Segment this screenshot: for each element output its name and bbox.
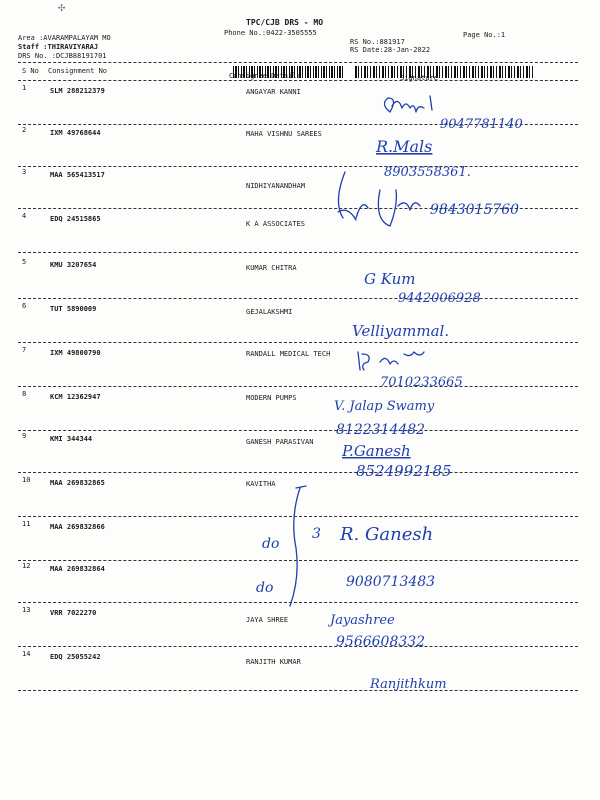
row-consignment-no: SLM 288212379 bbox=[50, 87, 105, 95]
col-header-consignment: Consignment No bbox=[48, 67, 108, 75]
phone-number: Phone No.:0422-3505555 bbox=[224, 29, 317, 37]
svg-text:Velliyammal.: Velliyammal. bbox=[352, 322, 450, 340]
col-header-consignee: Consignee Details bbox=[229, 72, 301, 80]
row-consignment-no: EDQ 24515865 bbox=[50, 215, 101, 223]
header-divider-top bbox=[18, 62, 578, 63]
row-sno: 5 bbox=[22, 258, 27, 266]
row-divider bbox=[18, 690, 578, 691]
svg-text:9047781140: 9047781140 bbox=[440, 117, 523, 132]
svg-text:V. Jalap Swamy: V. Jalap Swamy bbox=[334, 399, 435, 414]
staff-value: THIRAVIYARAJ bbox=[47, 43, 99, 51]
svg-text:8903558361.: 8903558361. bbox=[384, 165, 471, 180]
row-divider bbox=[18, 342, 578, 343]
row-consignee-name: RANDALL MEDICAL TECH bbox=[246, 350, 331, 358]
rs-number: RS No.:881917 bbox=[350, 38, 405, 46]
row-divider bbox=[18, 386, 578, 387]
drs-no-label: DRS No. : bbox=[18, 52, 56, 60]
drs-no-value: DCJB88191701 bbox=[55, 52, 107, 60]
row-consignment-no: KCM 12362947 bbox=[50, 393, 101, 401]
page-number: Page No.:1 bbox=[463, 31, 506, 39]
header-divider-bottom bbox=[18, 80, 578, 81]
svg-text:3: 3 bbox=[312, 526, 321, 542]
row-sno: 1 bbox=[22, 84, 27, 92]
row-divider bbox=[18, 560, 578, 561]
document-title: TPC/CJB DRS - MO bbox=[246, 18, 324, 27]
row-consignment-no: IXM 49768644 bbox=[50, 129, 101, 137]
svg-text:do: do bbox=[262, 536, 280, 552]
row-divider bbox=[18, 646, 578, 647]
row-sno: 11 bbox=[22, 520, 31, 528]
col-header-signature: Signature bbox=[400, 74, 438, 82]
row-sno: 7 bbox=[22, 346, 27, 354]
row-divider bbox=[18, 472, 578, 473]
area-label: Area : bbox=[18, 34, 44, 42]
row-consignee-name: KAVITHA bbox=[246, 480, 276, 488]
area-value: AVARAMPALAYAM MO bbox=[43, 34, 111, 42]
row-consignee-name: K A ASSOCIATES bbox=[246, 220, 306, 228]
svg-text:9566608332: 9566608332 bbox=[336, 634, 426, 650]
row-consignment-no: KMU 3207654 bbox=[50, 261, 97, 269]
row-divider bbox=[18, 208, 578, 209]
row-sno: 12 bbox=[22, 562, 31, 570]
drs-no-line bbox=[18, 52, 107, 60]
row-consignee-name: GEJALAKSHMI bbox=[246, 308, 293, 316]
row-consignment-no: KMI 344344 bbox=[50, 435, 93, 443]
svg-text:8122314482: 8122314482 bbox=[336, 422, 426, 438]
row-consignee-name: NIDHIYANANDHAM bbox=[246, 182, 306, 190]
row-consignment-no: MAA 269832866 bbox=[50, 523, 105, 531]
row-consignee-name: RANJITH KUMAR bbox=[246, 658, 301, 666]
svg-text:7010233665: 7010233665 bbox=[380, 375, 463, 390]
row-sno: 14 bbox=[22, 650, 31, 658]
svg-text:R.Mals: R.Mals bbox=[376, 137, 433, 156]
row-consignee-name: KUMAR CHITRA bbox=[246, 264, 297, 272]
row-divider bbox=[18, 430, 578, 431]
barcode-right bbox=[355, 66, 535, 78]
row-consignment-no: MAA 565413517 bbox=[50, 171, 105, 179]
svg-text:8524992185: 8524992185 bbox=[356, 462, 452, 480]
row-sno: 6 bbox=[22, 302, 27, 310]
row-divider bbox=[18, 516, 578, 517]
row-consignment-no: EDQ 25055242 bbox=[50, 653, 101, 661]
svg-text:R. Ganesh: R. Ganesh bbox=[340, 524, 434, 545]
row-consignment-no: VRR 7022270 bbox=[50, 609, 97, 617]
row-sno: 10 bbox=[22, 476, 31, 484]
row-consignment-no: IXM 49800790 bbox=[50, 349, 101, 357]
row-consignment-no: TUT 5890009 bbox=[50, 305, 97, 313]
col-header-sno: S No bbox=[22, 67, 39, 75]
svg-text:P.Ganesh: P.Ganesh bbox=[342, 442, 411, 460]
row-sno: 2 bbox=[22, 126, 27, 134]
svg-text:do: do bbox=[256, 580, 274, 596]
svg-text:9442006928: 9442006928 bbox=[398, 291, 481, 306]
row-sno: 3 bbox=[22, 168, 27, 176]
svg-text:Ranjithkum: Ranjithkum bbox=[370, 677, 447, 692]
row-sno: 8 bbox=[22, 390, 27, 398]
area-line bbox=[18, 34, 111, 42]
scan-artifact-mark: ✣ bbox=[58, 0, 66, 14]
row-consignee-name: MAHA VISHNU SAREES bbox=[246, 130, 322, 138]
row-consignee-name: ANGAYAR KANNI bbox=[246, 88, 301, 96]
rs-date: RS Date:28-Jan-2022 bbox=[350, 46, 431, 54]
row-consignment-no: MAA 269832865 bbox=[50, 479, 105, 487]
row-consignee-name: GANESH PARASIVAN bbox=[246, 438, 314, 446]
row-divider bbox=[18, 252, 578, 253]
row-consignee-name: MODERN PUMPS bbox=[246, 394, 297, 402]
row-divider bbox=[18, 602, 578, 603]
row-divider bbox=[18, 298, 578, 299]
svg-text:9843015760: 9843015760 bbox=[430, 202, 520, 218]
row-consignment-no: MAA 269832864 bbox=[50, 565, 105, 573]
row-sno: 9 bbox=[22, 432, 27, 440]
svg-text:9080713483: 9080713483 bbox=[346, 574, 436, 590]
svg-text:G Kum: G Kum bbox=[364, 270, 416, 288]
row-divider bbox=[18, 166, 578, 167]
row-consignee-name: JAYA SHREE bbox=[246, 616, 289, 624]
staff-line bbox=[18, 43, 98, 51]
row-sno: 13 bbox=[22, 606, 31, 614]
svg-text:Jayashree: Jayashree bbox=[330, 613, 395, 628]
staff-label: Staff : bbox=[18, 43, 48, 51]
row-sno: 4 bbox=[22, 212, 27, 220]
row-divider bbox=[18, 124, 578, 125]
